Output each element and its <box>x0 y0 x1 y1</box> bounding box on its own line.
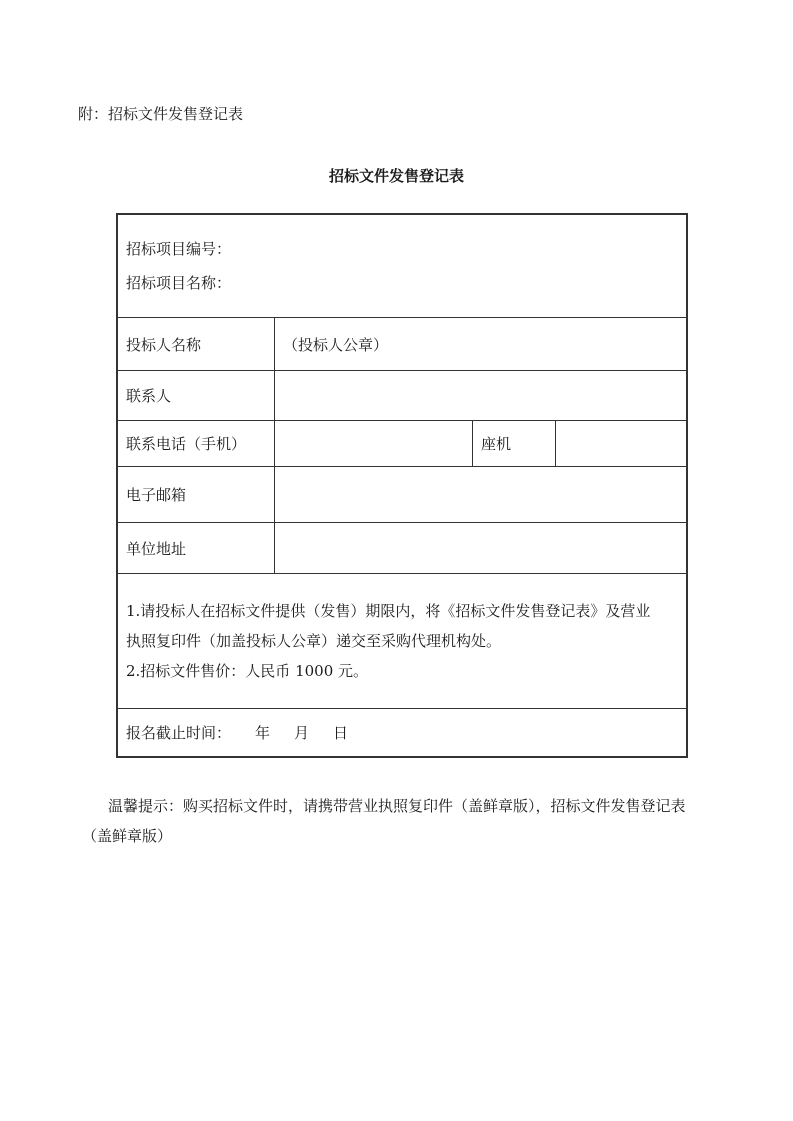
deadline-year-label: 年 <box>255 724 271 742</box>
email-row <box>118 466 686 522</box>
deadline-cell[interactable] <box>118 709 686 756</box>
deadline-row <box>118 708 686 756</box>
project-number-label: 招标项目编号： <box>126 240 232 258</box>
bidder-name-row <box>118 317 686 370</box>
project-info-cell[interactable] <box>118 215 686 317</box>
email-label: 电子邮箱 <box>126 486 187 504</box>
notes-cell <box>118 574 686 708</box>
project-info-row <box>118 215 686 317</box>
address-field[interactable] <box>274 523 686 573</box>
phone-label: 联系电话（手机） <box>126 435 247 453</box>
note-1-line-2: 执照复印件（加盖投标人公章）递交至采购代理机构处。 <box>126 632 502 650</box>
phone-field[interactable] <box>274 421 472 466</box>
contact-label: 联系人 <box>126 387 172 405</box>
project-name-label: 招标项目名称： <box>126 274 232 292</box>
email-field[interactable] <box>274 467 686 522</box>
reminder-line-1: 温馨提示：购买招标文件时，请携带营业执照复印件（盖鲜章版），招标文件发售登记表 <box>108 797 686 815</box>
annex-label: 附：招标文件发售登记表 <box>78 105 244 123</box>
reminder-note <box>82 791 732 851</box>
address-label: 单位地址 <box>126 539 187 558</box>
bidder-seal-hint: （投标人公章） <box>283 335 389 354</box>
note-2-price: 2.招标文件售价：人民币 1000 元。 <box>126 662 369 680</box>
form-title: 招标文件发售登记表 <box>328 167 464 185</box>
address-row <box>118 522 686 573</box>
phone-row <box>118 420 686 466</box>
deadline-day-label: 日 <box>333 724 349 742</box>
note-1-line-1: 1.请投标人在招标文件提供（发售）期限内，将《招标文件发售登记表》及营业 <box>126 602 651 620</box>
registration-form-table <box>116 213 688 758</box>
reminder-line-2: （盖鲜章版） <box>82 827 173 845</box>
deadline-month-label: 月 <box>294 724 310 742</box>
deadline-label: 报名截止时间： <box>126 724 232 742</box>
landline-field[interactable] <box>555 421 686 466</box>
notes-row <box>118 573 686 708</box>
contact-field[interactable] <box>274 371 686 420</box>
landline-label: 座机 <box>472 421 555 466</box>
contact-row <box>118 370 686 420</box>
bidder-name-field[interactable] <box>274 318 686 370</box>
bidder-name-label: 投标人名称 <box>126 335 202 354</box>
